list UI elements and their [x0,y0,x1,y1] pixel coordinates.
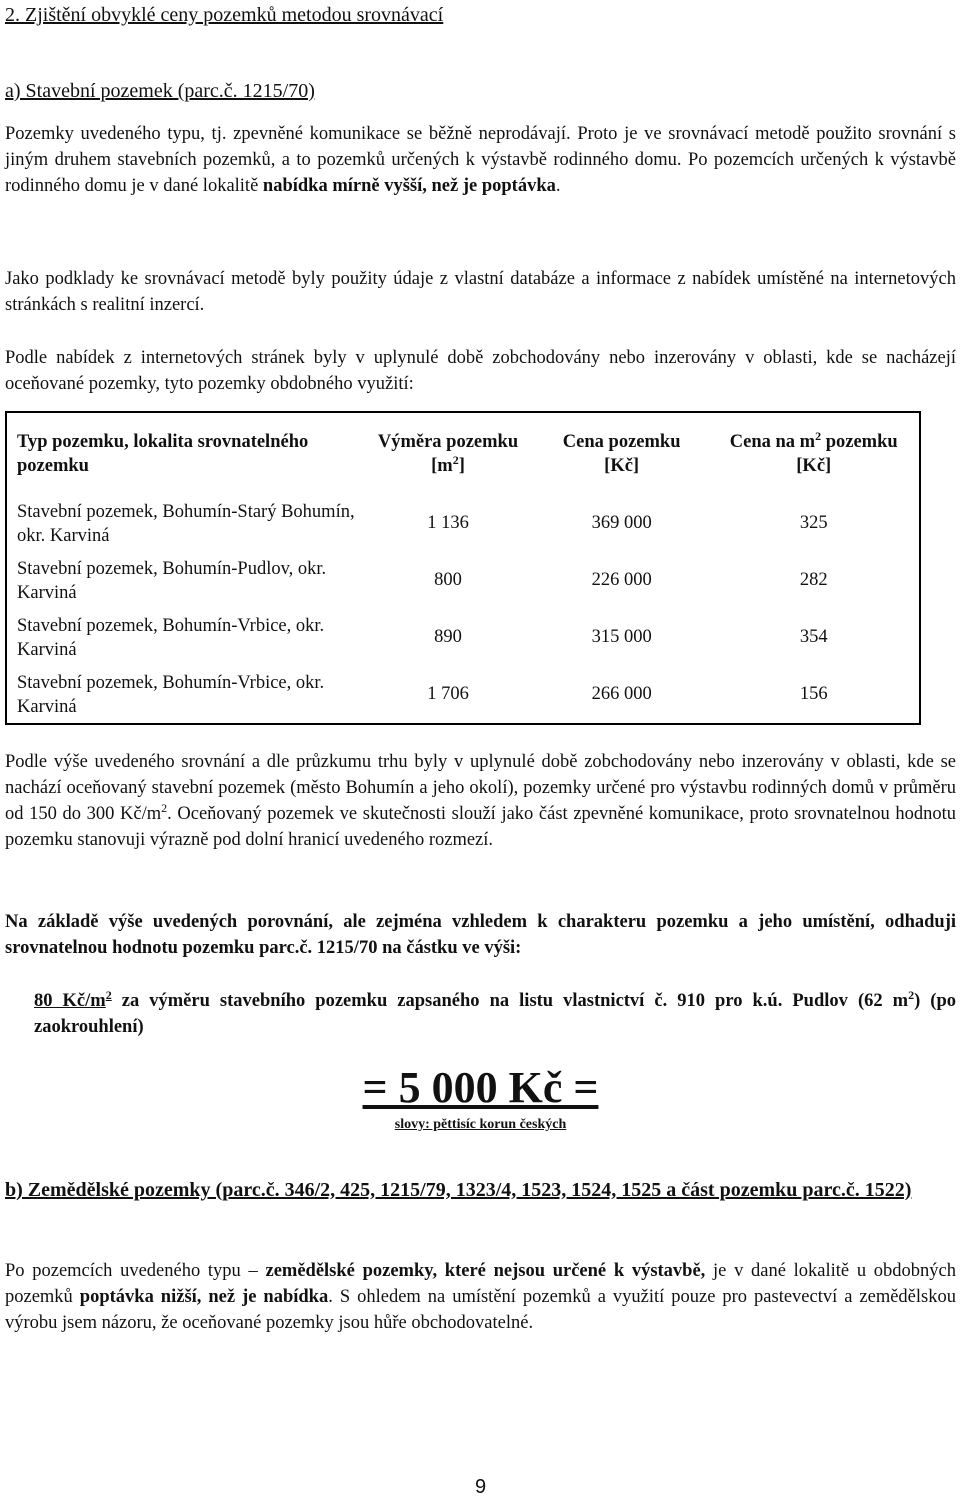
paragraph-agricultural-text-2: je v dané lokalitě u obdobných pozemků [5,1261,957,1307]
header-area-sup: 2 [452,452,459,467]
paragraph-valuation-sup: 2 [908,987,915,1002]
table-row [6,552,920,609]
paragraph-valuation-end: ) (po zaokrouhlení) [34,991,956,1037]
paragraph-conclusion: Na základě výše uvedených porovnání, ale zejména vzhledem k charakteru pozemku a jeho umístění, odhaduji srovnatelnou hodnotu pozemku parc.č. 1215/70 na částku ve výši: [5,912,956,958]
page-number: 9 [474,1476,487,1498]
header-area-label: Výměra pozemku [377,432,519,452]
row-area: 1 136 [427,513,469,533]
row-location: Stavební pozemek, Bohumín-Pudlov, okr. Karviná [17,558,327,603]
table-row [6,609,920,666]
paragraph-agricultural-bold: zemědělské pozemky, které nejsou určené k výstavbě, [265,1261,706,1281]
header-unit-price-label-end: pozemku [821,432,898,452]
header-unit-price-unit: [Kč] [796,456,832,476]
row-area: 890 [434,627,462,647]
header-price [535,412,709,495]
paragraph-intro-end: . [555,176,561,196]
header-area-unit: [m [431,456,453,476]
row-location: Stavební pozemek, Bohumín-Vrbice, okr. Karviná [17,672,325,717]
comparison-table [5,411,921,725]
paragraph-sources: Jako podklady ke srovnávací metodě byly použity údaje z vlastní databáze a informace z nabídek umístěné na internetových stránkách s realitní inzercí. [5,269,956,315]
row-price: 315 000 [591,627,652,647]
paragraph-agricultural-end: . S ohledem na umístění pozemků a využití pouze pro pastevectví a zemědělskou výrobu jsem názoru, že oceňované pozemky jsou hůře obchodovatelné. [5,1287,956,1333]
paragraph-market-survey-end: . Oceňovaný pozemek ve skutečnosti slouží jako část zpevněné komunikace, proto srovnatelnou hodnotu pozemku stanovuji výrazně pod dolní hranicí uvedeného rozmezí. [5,804,956,850]
paragraph-intro-bold: nabídka mírně vyšší, než je poptávka [262,176,556,196]
row-unit-price: 156 [799,684,828,704]
row-price: 369 000 [591,513,652,533]
unit-price-sup: 2 [105,987,112,1002]
header-unit-price-label: Cena na m [729,432,816,452]
row-area: 1 706 [427,684,469,704]
row-unit-price: 354 [799,627,828,647]
paragraph-agricultural-bold-2: poptávka nižší, než je nabídka [79,1287,329,1307]
header-area-close: ] [458,456,465,476]
header-unit-price [708,412,920,495]
paragraph-valuation-text: za výměru stavebního pozemku zapsaného na listu vlastnictví č. 910 pro k.ú. Pudlov (62 m [111,991,909,1011]
paragraph-market-survey [5,749,956,853]
unit-price-value: 80 Kč/m [34,991,106,1011]
result-words: slovy: pěttisíc korun českých [394,1117,567,1132]
row-location: Stavební pozemek, Bohumín-Vrbice, okr. Karviná [17,615,325,660]
row-price: 226 000 [591,570,652,590]
result-amount-text: = 5 000 Kč = [362,1063,599,1112]
row-price: 266 000 [591,684,652,704]
paragraph-offers: Podle nabídek z internetových stránek byly v uplynulé době zobchodovány nebo inzerovány v oblasti, kde se nacházejí oceňované pozemky, tyto pozemky obdobného využití: [5,348,956,394]
row-area: 800 [434,570,462,590]
result-amount [5,1062,956,1114]
table-header-row [6,412,920,495]
header-price-unit: [Kč] [604,456,640,476]
table-row [6,666,920,724]
paragraph-agricultural [5,1258,956,1336]
paragraph-agricultural-text: Po pozemcích uvedeného typu – [5,1261,266,1281]
header-price-label: Cena pozemku [562,432,681,452]
paragraph-intro-text: Pozemky uvedeného typu, tj. zpevněné komunikace se běžně neprodávají. Proto je ve srovnávací metodě použito srovnání s jiným druhem stavebních pozemků, a to pozemků určených k výstavbě rodinného domu. Po pozemcích určených k výstavbě rodinného domu je v dané lokalitě [5,124,956,196]
paragraph-market-survey-sup: 2 [161,800,168,815]
table-row [6,495,920,552]
row-unit-price: 325 [799,513,828,533]
paragraph-valuation [34,988,956,1040]
paragraph-intro [5,121,956,199]
section-heading: 2. Zjištění obvyklé ceny pozemků metodou srovnávací [5,4,444,26]
paragraph-market-survey-text: Podle výše uvedeného srovnání a dle průzkumu trhu byly v uplynulé době zobchodovány nebo inzerovány v oblasti, kde se nachází oceňovaný stavební pozemek (město Bohumín a jeho okolí), pozemky určené pro výstavbu rodinných domů v průměru od 150 do 300 Kč/m [5,752,956,824]
row-unit-price: 282 [799,570,828,590]
header-type: Typ pozemku, lokalita srovnatelného pozemku [17,432,309,476]
row-location: Stavební pozemek, Bohumín-Starý Bohumín, okr. Karviná [17,501,355,546]
header-area [361,412,535,495]
subsection-a-heading: a) Stavební pozemek (parc.č. 1215/70) [5,80,315,102]
subsection-b-heading: b) Zemědělské pozemky (parc.č. 346/2, 425, 1215/79, 1323/4, 1523, 1524, 1525 a část pozemku parc.č. 1522) [5,1179,912,1201]
header-unit-price-sup: 2 [815,428,822,443]
